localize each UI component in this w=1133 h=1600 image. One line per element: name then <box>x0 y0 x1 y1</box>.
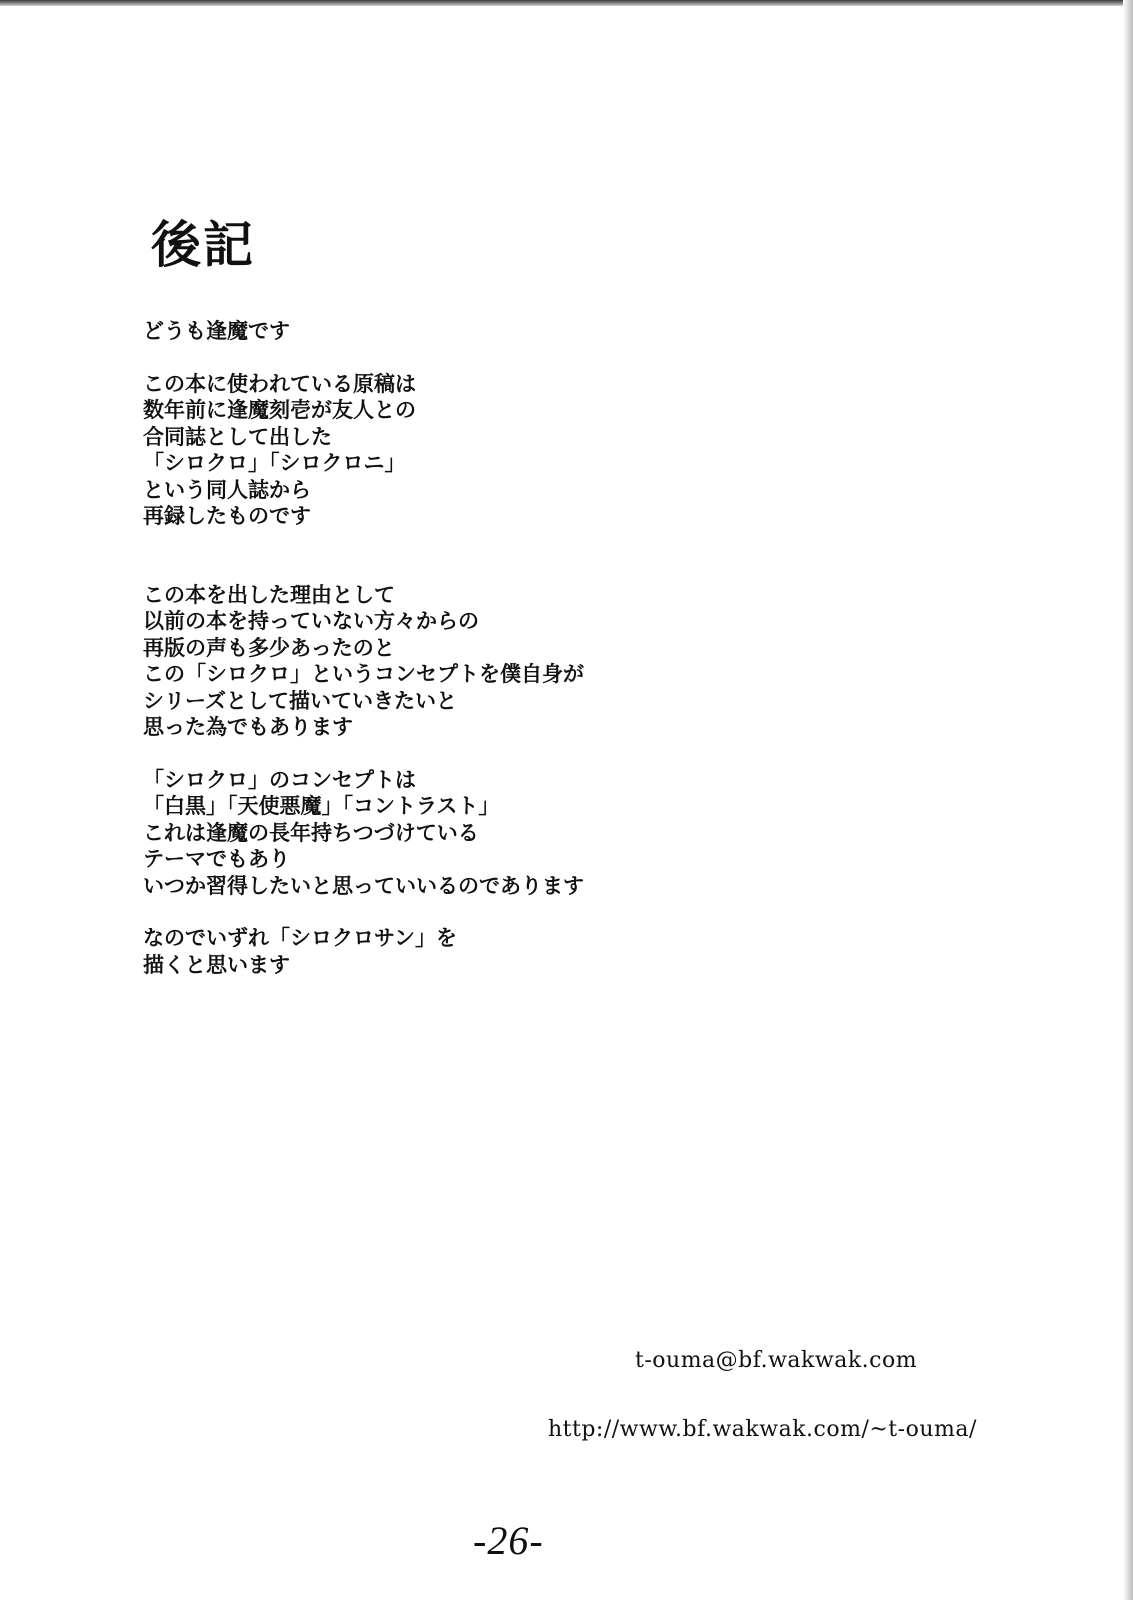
paragraph-concept <box>143 767 703 900</box>
text-line: 合同誌として出した <box>143 423 332 449</box>
afterword-body <box>143 318 703 1004</box>
text-line: シリーズとして描いていきたいと <box>143 687 457 713</box>
text-line: この本に使われている原稿は <box>143 370 416 396</box>
paragraph-future <box>143 925 703 978</box>
page-title: 後記 <box>151 215 255 274</box>
scan-edge-top <box>0 0 1133 6</box>
text-line: という同人誌から <box>143 476 311 502</box>
paragraph-reason <box>143 582 703 741</box>
text-line: 描くと思います <box>143 951 290 977</box>
text-line: 「シロクロ」「シロクロニ」 <box>143 450 406 475</box>
paragraph-origin <box>143 371 703 530</box>
text-line: 再録したものです <box>143 503 311 528</box>
scan-edge-right <box>1123 0 1133 1600</box>
text-line: いつか習得したいと思っていいるのであります <box>143 872 584 898</box>
text-line: 「シロクロ」のコンセプトは <box>143 766 416 792</box>
text-line: この「シロクロ」というコンセプトを僕自身が <box>143 661 584 686</box>
text-line: 以前の本を持っていない方々からの <box>143 608 479 633</box>
text-line: 「白黒」「天使悪魔」「コントラスト」 <box>143 793 500 818</box>
text-line: この本を出した理由として <box>143 581 395 607</box>
contact-email: t-ouma@bf.wakwak.com <box>635 1348 918 1373</box>
text-line: 思った為でもあります <box>143 714 353 739</box>
contact-url: http://www.bf.wakwak.com/~t-ouma/ <box>548 1417 977 1442</box>
text-line: 再版の声も多少あったのと <box>143 634 395 660</box>
text-line: どうも逢魔です <box>143 318 290 343</box>
text-line: なのでいずれ「シロクロサン」を <box>143 925 457 950</box>
text-line: これは逢魔の長年持ちつづけている <box>143 819 479 845</box>
page-number: -26- <box>473 1518 544 1563</box>
paragraph-greeting <box>143 318 703 345</box>
text-line: テーマでもあり <box>143 846 290 871</box>
text-line: 数年前に逢魔刻壱が友人との <box>143 397 416 422</box>
